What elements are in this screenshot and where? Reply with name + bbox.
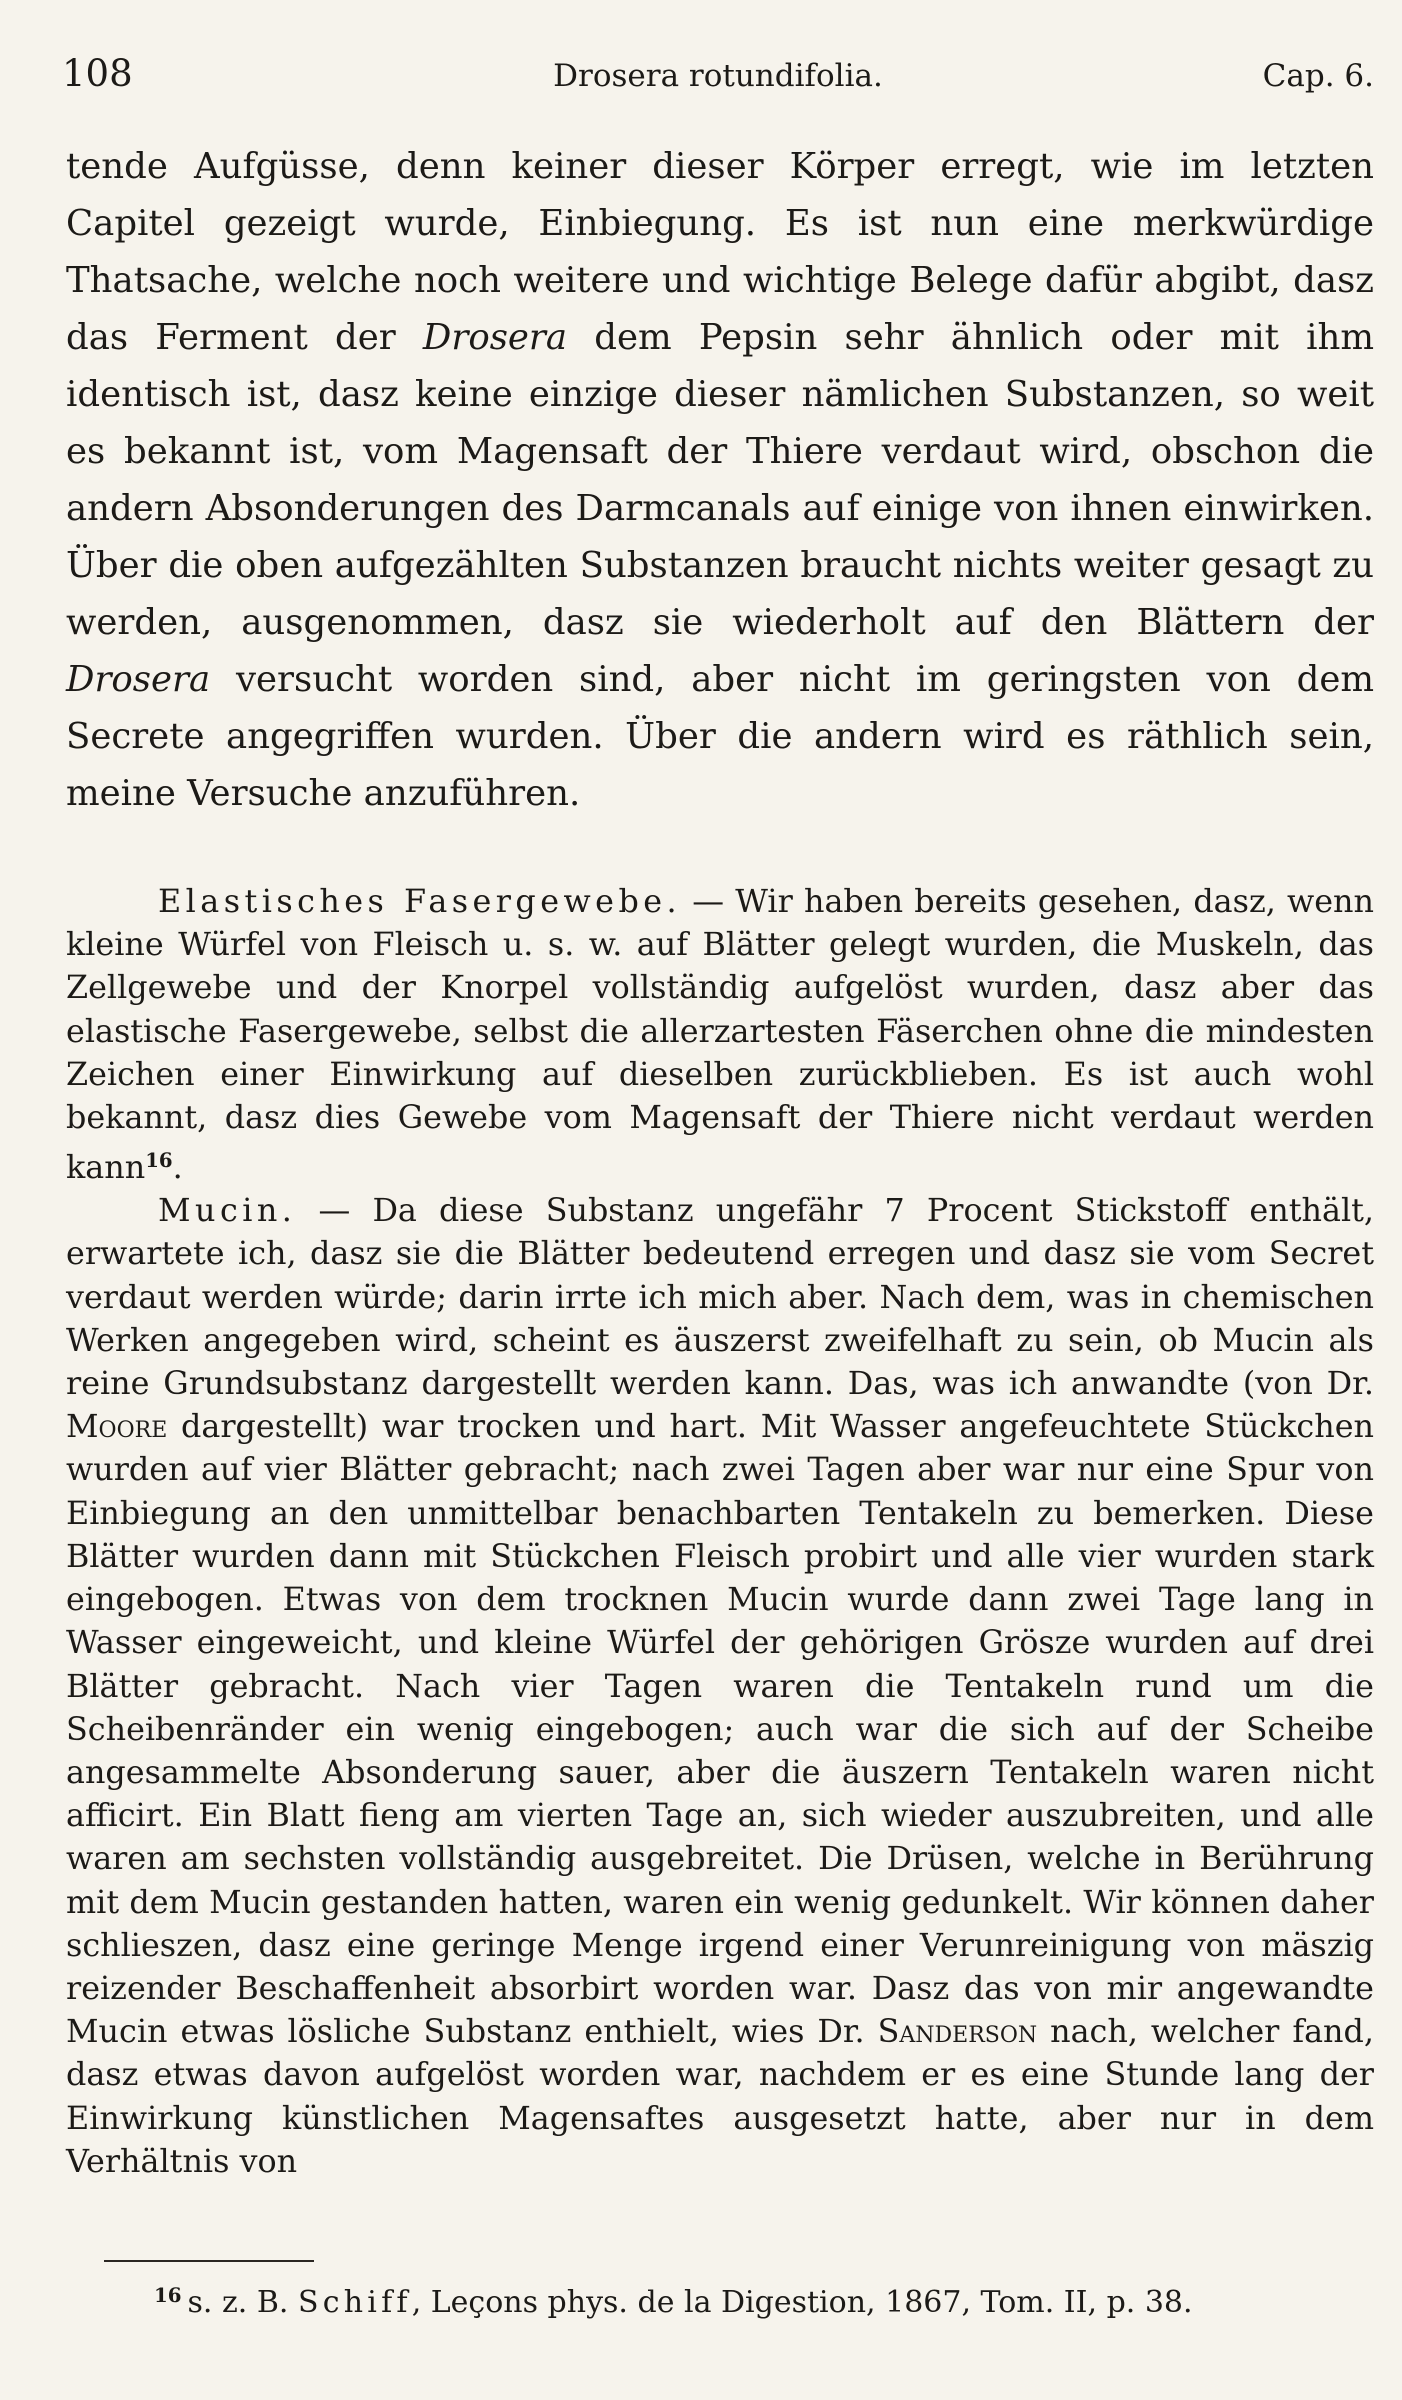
footnote-reference: 16	[145, 1148, 173, 1173]
page-number: 108	[62, 52, 133, 95]
footnote-rule	[104, 2260, 314, 2262]
paragraph-elastic-tissue	[66, 880, 1374, 1189]
text-run: versucht worden sind, aber nicht im geringsten von dem Secrete angegriffen wurden. Über die andern wird es räthlich sein, meine Versuche anzuführen.	[66, 659, 1374, 814]
paragraph-continuation	[66, 138, 1374, 822]
text-run: tende Aufgüsse, denn keiner dieser Körper erregt, wie im letzten Capitel gezeigt wurde, Einbiegung. Es ist nun eine merkwürdige Thatsache, welche noch weitere und wichtige Belege dafür abgibt, dasz das Ferment der	[66, 146, 1374, 358]
section-heading-mucin: Mucin.	[158, 1192, 297, 1230]
text-run: s. z. B.	[187, 2284, 298, 2320]
person-name: Sanderson	[877, 2013, 1038, 2051]
text-run: — Da diese Substanz ungefähr 7 Procent Stickstoff enthält, erwartete ich, dasz sie die Blätter bedeutend erregen und dasz sie vom Secret verdaut werden würde; darin irrte ich mich aber. Nach dem, was in chemischen Werken angegeben wird, scheint es äuszerst zweifelhaft zu sein, ob Mucin als reine Grundsubstanz dargestellt werden kann. Das, was ich anwandte (von Dr.	[66, 1192, 1374, 1403]
running-header	[62, 52, 1374, 102]
footnote-mark: 16	[154, 2283, 182, 2307]
text-run: .	[172, 1149, 183, 1187]
text-run: dargestellt) war trocken und hart. Mit Wasser angefeuchtete Stückchen wurden auf vier Blätter gebracht; nach zwei Tagen aber war nur eine Spur von Einbiegung an den unmittelbar benachbarten Tentakeln zu bemerken. Diese Blätter wurden dann mit Stückchen Fleisch probirt und alle vier wurden stark eingebogen. Etwas von dem trocknen Mucin wurde dann zwei Tage lang in Wasser eingeweicht, und kleine Würfel der gehörigen Grösze wurden auf drei Blätter gebracht. Nach vier Tagen waren die Tentakeln rund um die Scheibenränder ein wenig eingebogen; auch war die sich auf der Scheibe angesammelte Absonderung sauer, aber die äuszern Tentakeln waren nicht afficirt. Ein Blatt fieng am vierten Tage an, sich wieder auszubreiten, und alle waren am sechsten vollständig ausgebreitet. Die Drüsen, welche in Berührung mit dem Mucin gestanden hatten, waren ein wenig gedunkelt. Wir können daher schlieszen, dasz eine geringe Menge irgend einer Verunreinigung von mäszig reizender Beschaffenheit absorbirt worden war. Dasz das von mir angewandte Mucin etwas lösliche Substanz enthielt, wies Dr.	[66, 1408, 1374, 2051]
chapter-label: Cap. 6.	[1262, 58, 1374, 94]
person-name: Moore	[66, 1408, 168, 1446]
running-title: Drosera rotundifolia.	[553, 58, 883, 94]
section-heading-elastic: Elastisches Fasergewebe.	[158, 883, 682, 920]
italic-term: Drosera	[422, 317, 568, 358]
paragraph-mucin	[66, 1189, 1374, 2183]
text-run: dem Pepsin sehr ähnlich oder mit ihm identisch ist, dasz keine einzige dieser nämlichen Substanzen, so weit es bekannt ist, vom Magensaft der Thiere verdaut wird, obschon die andern Absonderungen des Darmcanals auf einige von ihnen einwirken. Über die oben aufgezählten Substanzen braucht nichts weiter gesagt zu werden, ausgenommen, dasz sie wiederholt auf den Blättern der	[66, 317, 1374, 643]
italic-term: Drosera	[66, 659, 211, 700]
small-print-section	[66, 880, 1374, 2183]
text-run: — Wir haben bereits gesehen, dasz, wenn kleine Würfel von Fleisch u. s. w. auf Blätter gelegt wurden, die Muskeln, das Zellgewebe und der Knorpel vollständig aufgelöst wurden, dasz aber das elastische Fasergewebe, selbst die allerzartesten Fäserchen ohne die mindesten Zeichen einer Einwirkung auf dieselben zurückblieben. Es ist auch wohl bekannt, dasz dies Gewebe vom Magensaft der Thiere nicht verdaut werden kann	[66, 883, 1374, 1187]
text-run: , Leçons phys. de la Digestion, 1867, Tom. II, p. 38.	[411, 2284, 1193, 2320]
footnote	[154, 2275, 1374, 2323]
footnote-author: Schiff	[298, 2284, 412, 2320]
text-run: nach, welcher fand, dasz etwas davon aufgelöst worden war, nachdem er es eine Stunde lang der Einwirkung künstlichen Magensaftes ausgesetzt hatte, aber nur in dem Verhältnis von	[66, 2013, 1374, 2180]
